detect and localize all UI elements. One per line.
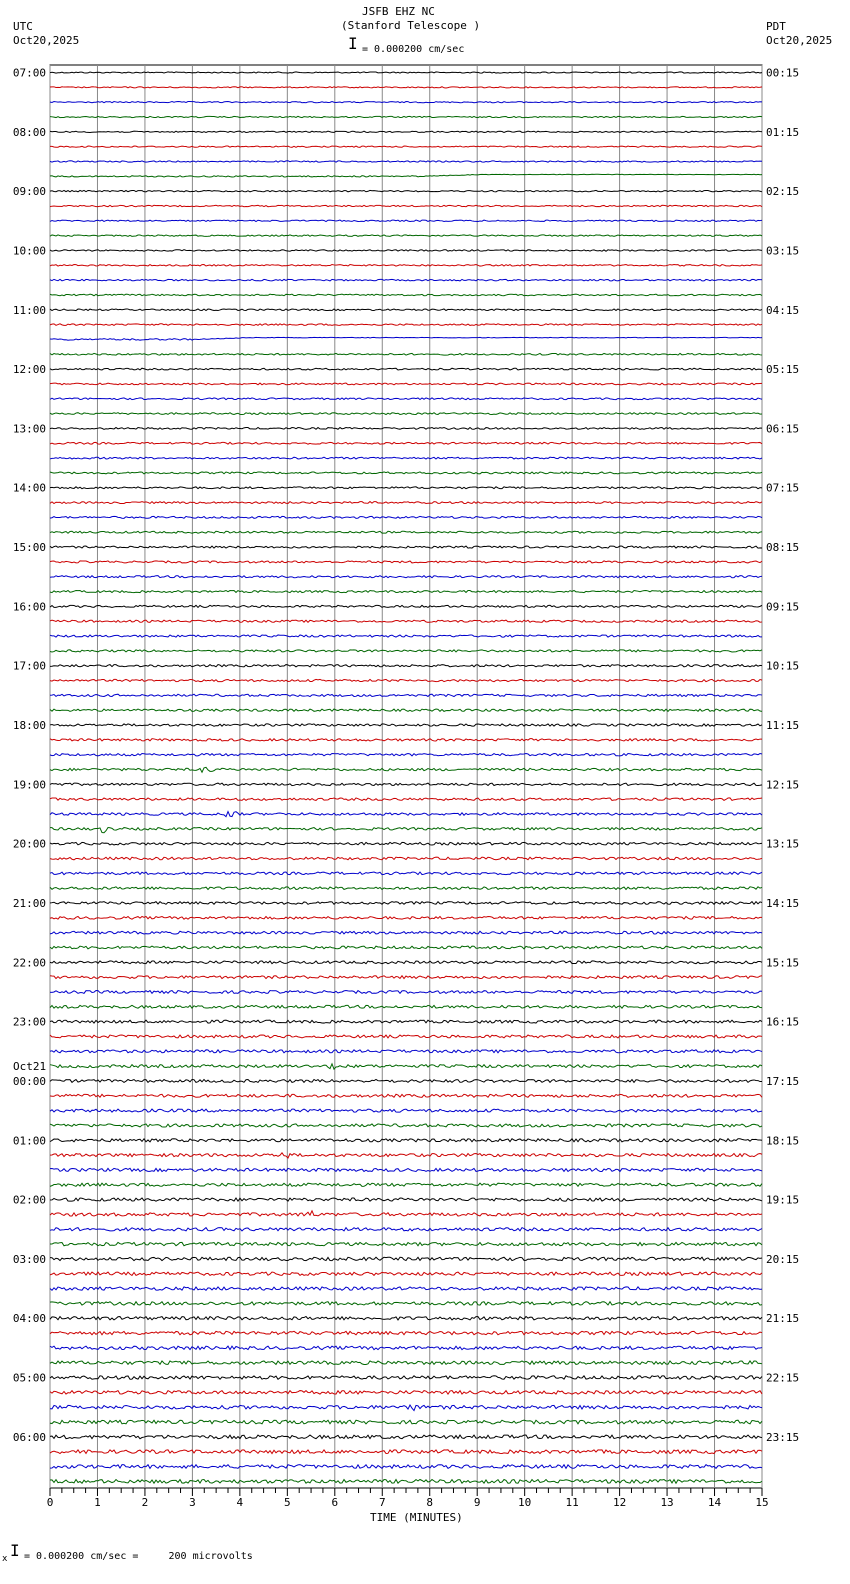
trace-line	[50, 679, 762, 681]
x-tick-label: 1	[94, 1496, 101, 1509]
utc-hour-label: 03:00	[12, 1252, 46, 1266]
telescope-title: (Stanford Telescope )	[341, 19, 481, 32]
x-axis-title: TIME (MINUTES)	[370, 1511, 463, 1524]
plot-frame	[50, 65, 762, 1488]
utc-hour-label: 19:00	[12, 778, 46, 792]
trace-line	[50, 1465, 762, 1469]
pdt-hour-label: 12:15	[766, 778, 800, 792]
utc-hour-label: 08:00	[12, 125, 46, 139]
pdt-hour-label: 07:15	[766, 481, 800, 495]
trace-line	[50, 235, 762, 237]
trace-line	[50, 1346, 762, 1350]
x-tick-label: 8	[426, 1496, 434, 1509]
trace-line	[50, 250, 762, 252]
pdt-hour-label: 20:15	[766, 1252, 800, 1266]
utc-hour-label: 06:00	[12, 1430, 46, 1444]
trace-line	[50, 190, 762, 191]
trace-line	[50, 1376, 762, 1380]
trace-line	[50, 724, 762, 726]
utc-hour-label: 13:00	[12, 422, 46, 436]
utc-hour-label: 22:00	[12, 956, 46, 970]
trace-line	[50, 472, 762, 474]
trace-line	[50, 502, 762, 504]
trace-line	[50, 1450, 762, 1454]
x-tick-label: 9	[473, 1496, 481, 1509]
trace-line	[50, 265, 762, 267]
trace-line	[50, 1420, 762, 1424]
trace-line	[50, 413, 762, 415]
utc-hour-label: 09:00	[12, 185, 46, 199]
trace-line	[50, 798, 762, 801]
x-tick-label: 4	[236, 1496, 244, 1509]
pdt-hour-label: 01:15	[766, 125, 800, 139]
trace-line	[50, 353, 762, 355]
trace-line	[50, 457, 762, 459]
trace-line	[50, 739, 762, 741]
utc-hour-label: 02:00	[12, 1193, 46, 1207]
trace-line	[50, 590, 762, 592]
scale-label: = 0.000200 cm/sec	[362, 44, 465, 55]
utc-zone-label: UTC	[13, 20, 33, 33]
trace-line	[50, 398, 762, 400]
pdt-hour-label: 06:15	[766, 422, 800, 436]
trace-line	[50, 116, 762, 117]
utc-hour-label: 16:00	[12, 600, 46, 614]
trace-line	[50, 872, 762, 875]
trace-line	[50, 1020, 762, 1023]
footer-scale-label: = 0.000200 cm/sec = 200 microvolts	[24, 1551, 253, 1562]
pdt-hour-label: 21:15	[766, 1312, 800, 1326]
x-tick-label: 7	[378, 1496, 386, 1509]
x-tick-label: 15	[755, 1496, 769, 1509]
trace-line	[50, 620, 762, 622]
trace-line	[50, 605, 762, 607]
trace-line	[50, 1361, 762, 1365]
pdt-hour-label: 16:15	[766, 1015, 800, 1029]
trace-line	[50, 1124, 762, 1127]
trace-line	[50, 87, 762, 88]
scale-bar-icon: I	[348, 34, 358, 53]
utc-hour-label: 01:00	[12, 1134, 46, 1148]
trace-line	[50, 857, 762, 860]
x-tick-label: 10	[518, 1496, 532, 1509]
trace-line	[50, 1331, 762, 1334]
trace-line	[50, 1405, 762, 1411]
trace-line	[50, 1272, 762, 1275]
footer-prefix: x	[2, 1554, 8, 1564]
trace-line	[50, 946, 762, 949]
date-change-label: Oct21	[13, 1060, 47, 1074]
trace-line	[50, 1242, 762, 1245]
utc-hour-label: 10:00	[12, 244, 46, 258]
trace-line	[50, 1435, 762, 1439]
pdt-zone-label: PDT	[766, 20, 786, 33]
trace-line	[50, 131, 762, 132]
utc-hour-label: 17:00	[12, 659, 46, 673]
trace-line	[50, 1168, 762, 1171]
trace-line	[50, 812, 762, 817]
pdt-hour-label: 09:15	[766, 600, 800, 614]
pdt-hour-label: 08:15	[766, 541, 800, 555]
x-tick-label: 6	[331, 1496, 339, 1509]
trace-line	[50, 220, 762, 221]
x-tick-label: 14	[707, 1496, 722, 1509]
pdt-hour-label: 17:15	[766, 1074, 800, 1088]
trace-line	[50, 1198, 762, 1201]
trace-line	[50, 976, 762, 979]
trace-line	[50, 1005, 762, 1008]
trace-line	[50, 1139, 762, 1142]
pdt-hour-label: 00:15	[766, 66, 800, 80]
trace-line	[50, 309, 762, 311]
trace-line	[50, 337, 762, 340]
trace-line	[50, 72, 762, 73]
trace-line	[50, 442, 762, 444]
x-tick-label: 0	[46, 1496, 54, 1509]
utc-hour-label: 11:00	[12, 303, 46, 317]
trace-line	[50, 991, 762, 994]
utc-hour-label: 15:00	[12, 541, 46, 555]
x-tick-label: 12	[612, 1496, 627, 1509]
trace-line	[50, 887, 762, 890]
trace-line	[50, 842, 762, 845]
trace-line	[50, 1228, 762, 1231]
utc-hour-label: 21:00	[12, 896, 46, 910]
utc-hour-label: 00:00	[12, 1074, 46, 1088]
utc-hour-label: 12:00	[12, 363, 46, 377]
trace-line	[50, 783, 762, 785]
trace-line	[50, 294, 762, 296]
pdt-hour-label: 02:15	[766, 185, 800, 199]
trace-line	[50, 1153, 762, 1158]
trace-line	[50, 546, 762, 548]
x-tick-label: 2	[141, 1496, 149, 1509]
pdt-hour-label: 10:15	[766, 659, 800, 673]
pdt-hour-label: 11:15	[766, 719, 800, 733]
pdt-hour-label: 13:15	[766, 837, 800, 851]
trace-line	[50, 279, 762, 281]
trace-line	[50, 1257, 762, 1260]
trace-line	[50, 561, 762, 563]
trace-line	[50, 1391, 762, 1395]
trace-line	[50, 961, 762, 964]
trace-line	[50, 1079, 762, 1082]
pdt-hour-label: 23:15	[766, 1430, 800, 1444]
trace-line	[50, 383, 762, 385]
trace-line	[50, 1287, 762, 1290]
utc-hour-label: 07:00	[12, 66, 46, 80]
trace-line	[50, 174, 762, 177]
utc-hour-label: 23:00	[12, 1015, 46, 1029]
x-tick-label: 13	[660, 1496, 674, 1509]
trace-line	[50, 635, 762, 637]
trace-line	[50, 368, 762, 370]
utc-date-label: Oct20,2025	[13, 34, 80, 47]
trace-line	[50, 1302, 762, 1305]
trace-line	[50, 205, 762, 206]
trace-line	[50, 1479, 762, 1483]
utc-hour-label: 05:00	[12, 1371, 46, 1385]
utc-hour-label: 04:00	[12, 1312, 46, 1326]
pdt-hour-label: 22:15	[766, 1371, 800, 1385]
pdt-hour-label: 03:15	[766, 244, 800, 258]
trace-line	[50, 531, 762, 533]
station-title: JSFB EHZ NC	[362, 5, 435, 18]
x-tick-label: 3	[189, 1496, 196, 1509]
pdt-hour-label: 04:15	[766, 303, 800, 317]
trace-line	[50, 694, 762, 696]
trace-line	[50, 827, 762, 832]
trace-line	[50, 1035, 762, 1038]
trace-line	[50, 516, 762, 518]
footer-scale-bar-icon: I	[10, 1541, 20, 1560]
pdt-hour-label: 19:15	[766, 1193, 800, 1207]
trace-line	[50, 665, 762, 667]
pdt-hour-label: 05:15	[766, 363, 800, 377]
trace-line	[50, 1094, 762, 1097]
trace-line	[50, 161, 762, 162]
pdt-hour-label: 15:15	[766, 956, 800, 970]
pdt-hour-label: 14:15	[766, 896, 800, 910]
trace-line	[50, 650, 762, 652]
trace-line	[50, 1050, 762, 1053]
trace-line	[50, 902, 762, 905]
pdt-hour-label: 18:15	[766, 1134, 800, 1148]
utc-hour-label: 20:00	[12, 837, 46, 851]
trace-line	[50, 916, 762, 919]
trace-line	[50, 487, 762, 489]
x-tick-label: 5	[284, 1496, 291, 1509]
trace-line	[50, 753, 762, 755]
utc-hour-label: 14:00	[12, 481, 46, 495]
trace-line	[50, 102, 762, 103]
trace-line	[50, 931, 762, 934]
trace-line	[50, 146, 762, 147]
trace-line	[50, 1109, 762, 1112]
trace-line	[50, 576, 762, 578]
trace-line	[50, 1211, 762, 1216]
trace-line	[50, 767, 762, 772]
trace-line	[50, 1316, 762, 1319]
trace-line	[50, 709, 762, 711]
x-tick-label: 11	[565, 1496, 579, 1509]
pdt-date-label: Oct20,2025	[766, 34, 833, 47]
utc-hour-label: 18:00	[12, 719, 46, 733]
trace-line	[50, 324, 762, 326]
trace-line	[50, 1064, 762, 1069]
trace-line	[50, 1183, 762, 1186]
trace-line	[50, 428, 762, 430]
